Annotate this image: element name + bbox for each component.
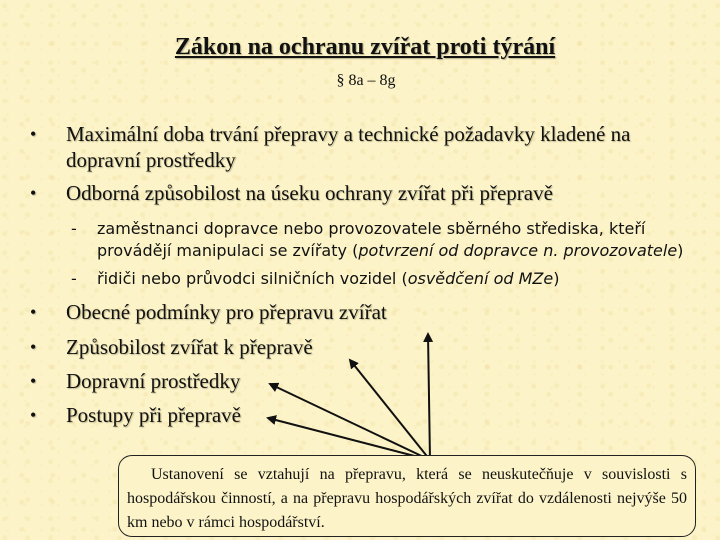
sub-item-text: zaměstnanci dopravce nebo provozovatele sběrného střediska, kteří provádějí manipulaci se zvířaty ( xyxy=(97,219,646,260)
bullet-dot: • xyxy=(30,405,37,425)
sub-item-italic: osvědčení od MZe xyxy=(407,269,554,288)
bullet-dot: • xyxy=(30,302,37,322)
bullet-text: Postupy při přepravě xyxy=(66,403,241,427)
bullet-dot: • xyxy=(30,337,37,357)
arrow-line xyxy=(350,360,430,460)
sub-item-text: řidiči nebo průvodci silničních vozidel ( xyxy=(97,269,408,288)
bullet-text: Dopravní prostředky xyxy=(66,369,241,393)
arrow-line xyxy=(270,384,430,460)
bullet-text: Způsobilost zvířat k přepravě xyxy=(66,335,313,359)
sub-item-dash: - xyxy=(71,269,77,288)
section-reference: § 8a – 8g xyxy=(336,72,396,89)
bullet-dot: • xyxy=(30,183,37,203)
sub-item-suffix: ) xyxy=(553,269,560,288)
bullet-dot: • xyxy=(30,124,37,144)
arrow-line xyxy=(428,334,430,460)
sub-item-dash: - xyxy=(71,219,77,238)
bullet-text: Odborná způsobilost na úseku ochrany zvířat při přepravě xyxy=(66,181,553,205)
sub-item-suffix: ) xyxy=(677,241,684,260)
note-box: Ustanovení se vztahují na přepravu, která se neuskutečňuje v souvislosti s hospodářskou činností, a na přepravu hospodářských zvířat do vzdálenosti nejvýše 50 km nebo v rámci hospodářství. xyxy=(118,455,696,537)
bullet-text: Maximální doba trvání přepravy a technické požadavky kladené na dopravní prostředky xyxy=(66,122,631,172)
bullet-dot: • xyxy=(30,371,37,391)
sub-item-italic: potvrzení od dopravce n. provozovatele xyxy=(358,241,678,260)
arrow-line xyxy=(268,418,430,460)
slide-title: Zákon na ochranu zvířat proti týrání xyxy=(174,34,556,60)
bullet-text: Obecné podmínky pro přepravu zvířat xyxy=(66,300,387,324)
